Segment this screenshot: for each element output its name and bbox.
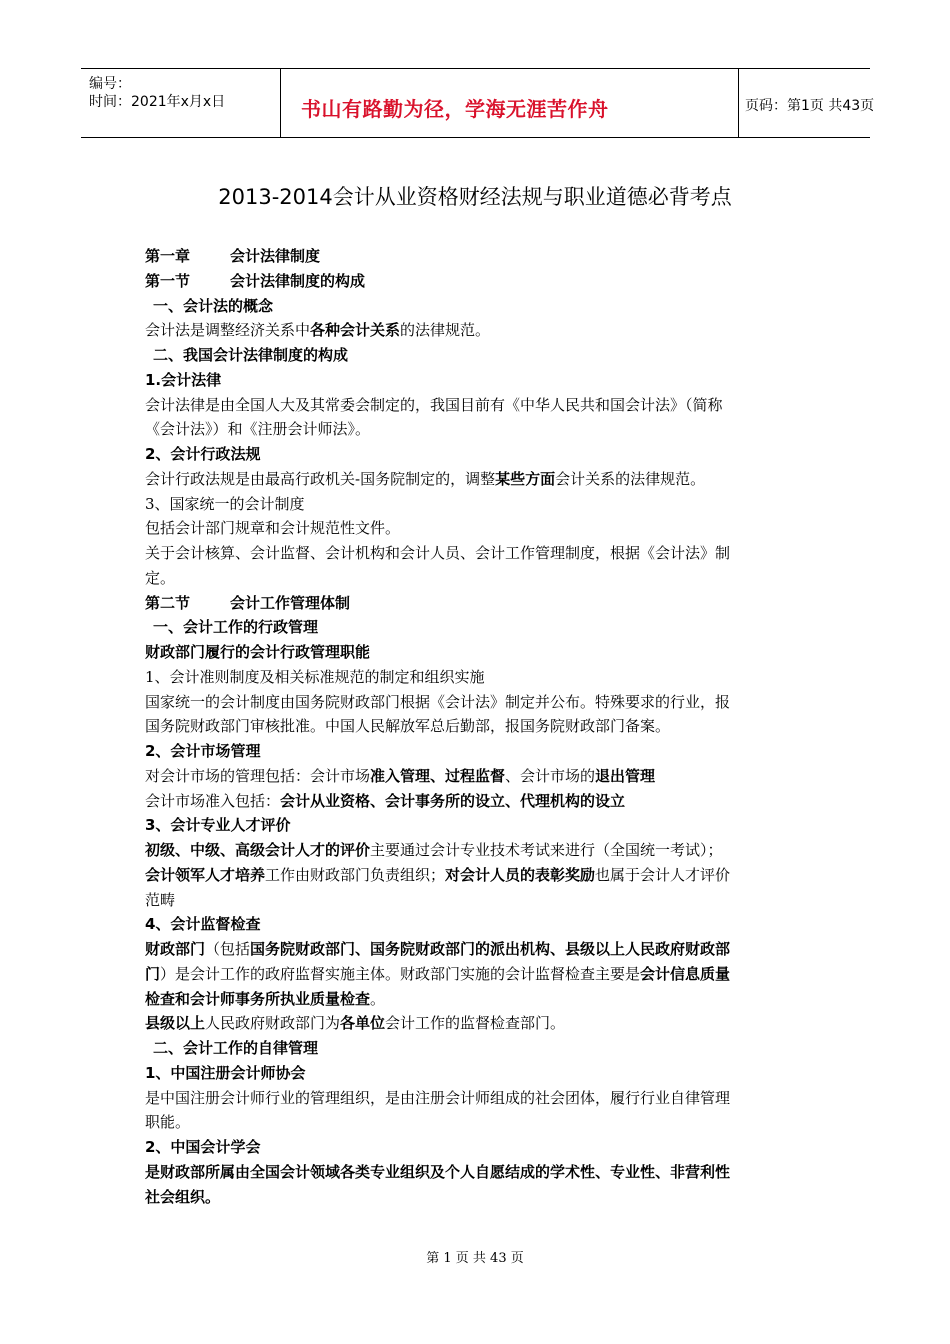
bold-text: 县级以上 [145, 1014, 206, 1033]
section-heading [145, 269, 810, 294]
bold-text: 准入管理、过程监督 [370, 766, 506, 785]
text: ）是会计工作的政府监督实施主体。财政部门实施的会计监督检查主要是 [160, 964, 641, 983]
subheading: 财政部门履行的会计行政管理职能 [145, 643, 371, 661]
header-page-cell [739, 69, 875, 137]
text: 对会计市场的管理包括：会计市场 [145, 766, 371, 785]
paragraph: 是中国注册会计师行业的管理组织，是由注册会计师组成的社会团体，履行行业自律管理 [145, 1088, 731, 1107]
subheading: 二、会计工作的自律管理 [153, 1039, 319, 1057]
text: （包括 [205, 940, 251, 958]
text: 工作由财政部门负责组织； [265, 865, 446, 884]
subheading: 4、会计监督检查 [145, 915, 261, 934]
paragraph: 范畴 [145, 890, 176, 909]
text: 会计行政法规是由最高行政机关-国务院制定的，调整 [145, 469, 496, 488]
paragraph [145, 987, 810, 1012]
subheading: 一、会计工作的行政管理 [153, 618, 319, 637]
subheading: 2、中国会计学会 [145, 1138, 261, 1156]
bold-text: 检查和会计师事务所执业质量检查 [145, 989, 371, 1008]
paragraph [145, 1011, 810, 1036]
paragraph [145, 318, 810, 343]
header-meta [81, 69, 280, 137]
paragraph: 关于会计核算、会计监督、会计机构和会计人员、会计工作管理制度，根据《会计法》制 [145, 544, 731, 562]
section-number: 第二节 [145, 593, 191, 612]
paragraph: 职能。 [145, 1113, 191, 1132]
bold-text: 某些方面 [495, 469, 556, 488]
bold-text: 对会计人员的表彰奖励 [445, 865, 596, 884]
text: 会计关系的法律规范。 [555, 469, 706, 488]
header-table [81, 68, 875, 138]
subheading: 2、会计市场管理 [145, 742, 261, 760]
text: 、会计市场的 [505, 766, 596, 785]
subheading: 3、国家统一的会计制度 [145, 494, 305, 513]
page-footer: 第 1 页 共 43 页 [426, 1251, 524, 1266]
paragraph: 国务院财政部门审核批准。中国人民解放军总后勤部，报国务院财政部门备案。 [145, 717, 671, 736]
paragraph: 会计法律是由全国人大及其常委会制定的，我国目前有《中华人民共和国会计法》（简称 [145, 395, 723, 414]
document-body [145, 244, 810, 1209]
text: 会计市场准入包括： [145, 791, 281, 810]
bold-text: 门 [145, 964, 161, 983]
subheading: 2、会计行政法规 [145, 445, 261, 463]
text: 主要通过会计专业技术考试来进行（全国统一考试）； [370, 841, 723, 859]
text: 会计法是调整经济关系中 [145, 321, 311, 340]
paragraph [145, 863, 810, 888]
section-heading [145, 591, 810, 616]
bold-text: 会计从业资格、会计事务所的设立、代理机构的设立 [280, 791, 626, 810]
chapter-number: 第一章 [145, 247, 191, 265]
subheading: 一、会计法的概念 [153, 296, 274, 315]
page-title: 2013-2014会计从业资格财经法规与职业道德必背考点 [218, 185, 732, 209]
bold-text: 会计信息质量 [640, 964, 731, 983]
paragraph: 国家统一的会计制度由国务院财政部门根据《会计法》制定并公布。特殊要求的行业，报 [145, 692, 731, 711]
text: 。 [370, 989, 386, 1008]
page-info: 页码：第1页 共43页 [745, 98, 875, 114]
paragraph [145, 467, 810, 492]
text: 会计工作的监督检查部门。 [385, 1014, 566, 1033]
section-number: 第一节 [145, 271, 191, 290]
subheading: 二、我国会计法律制度的构成 [153, 346, 349, 364]
subheading: 1、会计准则制度及相关标准规范的制定和组织实施 [145, 667, 485, 686]
motto: 书山有路勤为径，学海无涯苦作舟 [301, 97, 609, 121]
chapter-title: 会计法律制度 [230, 247, 321, 265]
paragraph: 包括会计部门规章和会计规范性文件。 [145, 519, 401, 538]
bold-text: 国务院财政部门、国务院财政部门的派出机构、县级以上人民政府财政部 [250, 940, 731, 958]
text: 也属于会计人才评价 [595, 865, 731, 884]
bold-text: 会计领军人才培养 [145, 865, 266, 884]
subheading: 1.会计法律 [145, 370, 222, 389]
paragraph [145, 764, 810, 789]
paragraph [145, 789, 810, 814]
paragraph: 是财政部所属由全国会计领域各类专业组织及个人自愿结成的学术性、专业性、非营利性 [145, 1162, 731, 1181]
bold-text: 各种会计关系 [310, 321, 401, 340]
subheading: 1、中国注册会计师协会 [145, 1063, 306, 1082]
paragraph [145, 937, 810, 962]
bold-text: 各单位 [340, 1014, 386, 1033]
paragraph: 定。 [145, 568, 176, 587]
paragraph [145, 962, 810, 987]
paragraph: 社会组织。 [145, 1187, 221, 1206]
paragraph [145, 838, 810, 863]
bold-text: 退出管理 [595, 766, 656, 785]
paragraph: 《会计法》）和《注册会计师法》。 [145, 420, 371, 439]
time-label: 时间：2021年x月x日 [89, 94, 226, 110]
bold-text: 初级、中级、高级会计人才的评价 [145, 841, 371, 859]
section-title: 会计法律制度的构成 [230, 271, 366, 290]
section-title: 会计工作管理体制 [230, 593, 351, 612]
number-label: 编号： [89, 76, 131, 92]
bold-text: 财政部门 [145, 940, 206, 958]
text: 人民政府财政部门为 [205, 1014, 341, 1033]
subheading: 3、会计专业人才评价 [145, 816, 291, 835]
header-motto-cell [280, 69, 739, 137]
text: 的法律规范。 [400, 321, 491, 340]
chapter-heading [145, 244, 810, 269]
